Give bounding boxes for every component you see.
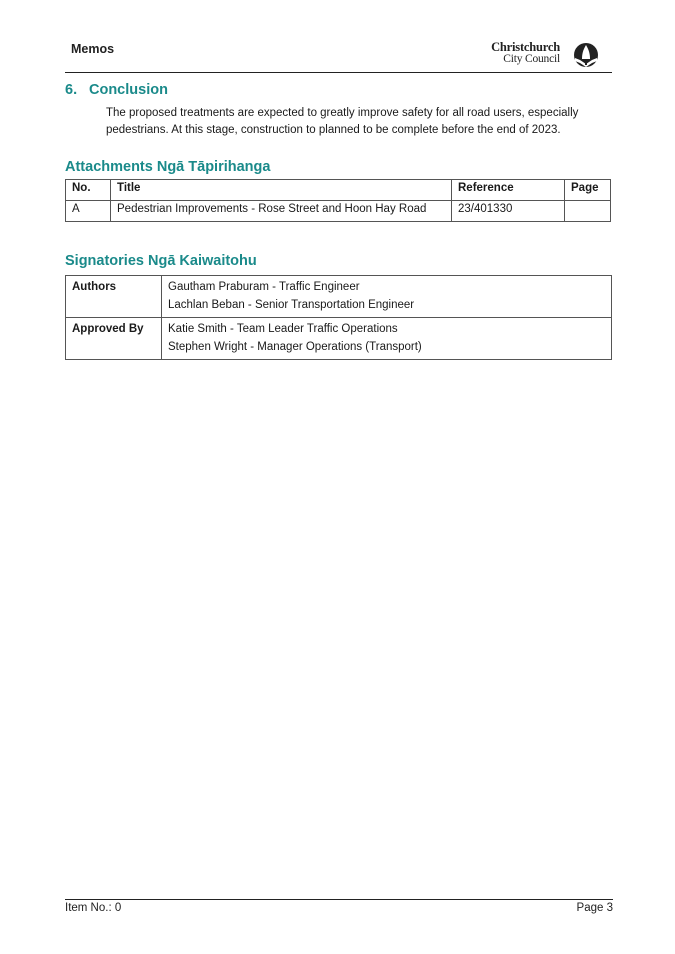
attachment-reference: 23/401330 bbox=[452, 201, 565, 222]
table-row bbox=[66, 201, 611, 222]
attachments-table bbox=[65, 179, 611, 222]
signatory-name: Stephen Wright - Manager Operations (Transport) bbox=[168, 341, 422, 353]
signatories-heading: Signatories Ngā Kaiwaitohu bbox=[65, 253, 257, 269]
signatory-name: Lachlan Beban - Senior Transportation Engineer bbox=[168, 299, 415, 311]
table-header-row bbox=[66, 180, 611, 201]
logo-line1: Christchurch bbox=[491, 40, 560, 54]
page-number: Page 3 bbox=[576, 902, 613, 914]
signatory-names bbox=[162, 318, 612, 360]
item-number: Item No.: 0 bbox=[65, 902, 122, 914]
conclusion-line: The proposed treatments are expected to greatly improve safety for all road users, especially bbox=[106, 107, 579, 119]
column-header-title: Title bbox=[111, 180, 452, 201]
column-header-no: No. bbox=[66, 180, 111, 201]
attachment-no: A bbox=[66, 201, 111, 222]
column-header-page: Page bbox=[565, 180, 611, 201]
signatory-names bbox=[162, 276, 612, 318]
section-title: Conclusion bbox=[89, 82, 168, 98]
attachments-heading: Attachments Ngā Tāpirihanga bbox=[65, 159, 271, 175]
signatory-role: Authors bbox=[66, 276, 162, 318]
signatories-table bbox=[65, 275, 612, 360]
signatory-name: Gautham Praburam - Traffic Engineer bbox=[168, 281, 360, 293]
header-title: Memos bbox=[71, 42, 115, 56]
table-row bbox=[66, 276, 612, 318]
conclusion-paragraph bbox=[106, 105, 606, 138]
signatory-role: Approved By bbox=[66, 318, 162, 360]
logo-text bbox=[491, 41, 560, 65]
conclusion-heading bbox=[65, 82, 168, 98]
table-row bbox=[66, 318, 612, 360]
page-footer bbox=[65, 899, 613, 914]
attachment-title: Pedestrian Improvements - Rose Street and Hoon Hay Road bbox=[111, 201, 452, 222]
attachment-page bbox=[565, 201, 611, 222]
column-header-reference: Reference bbox=[452, 180, 565, 201]
council-emblem-icon bbox=[572, 41, 600, 69]
conclusion-line: pedestrians. At this stage, construction to planned to be complete before the end of 2023. bbox=[106, 123, 561, 136]
section-number: 6. bbox=[65, 82, 78, 98]
logo-line2: City Council bbox=[503, 53, 560, 65]
page-header bbox=[65, 38, 612, 73]
signatory-name: Katie Smith - Team Leader Traffic Operations bbox=[168, 323, 398, 335]
